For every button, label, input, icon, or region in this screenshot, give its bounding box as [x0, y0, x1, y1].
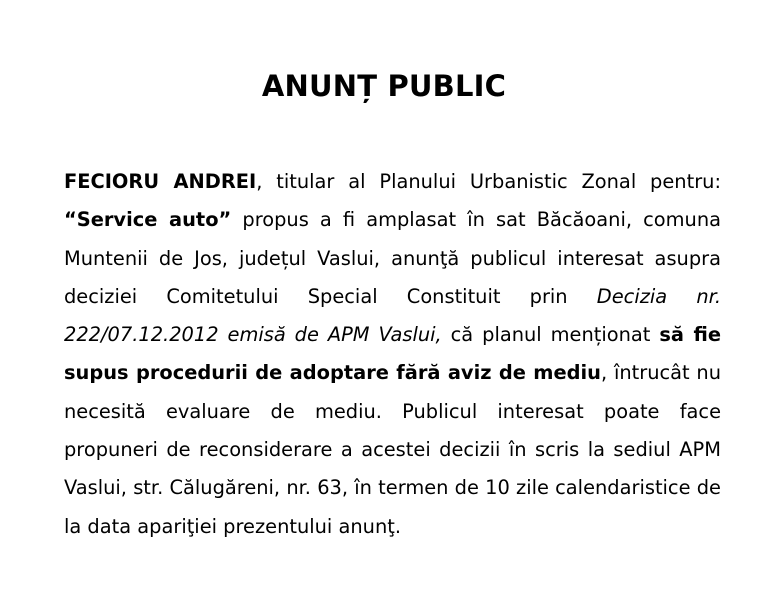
paragraph-text: că planul menționat: [441, 323, 660, 347]
page-title: ANUNȚ PUBLIC: [261, 69, 507, 103]
paragraph-text: , titular al Planului Urbanistic Zonal pentru:: [256, 170, 721, 193]
paragraph-text: propus a fi amplasat în sat Băcăoani, comuna Muntenii de Jos, județul Vaslui, anunţă publicul interesat asupra deciziei Comitetului Special Constituit prin: [64, 208, 721, 308]
paragraph-text: , întrucât nu necesită evaluare de mediu. Publicul interesat poate face propuneri de reconsiderare a acestei decizii în scris la sediul APM Vaslui, str. Călugăreni, nr. 63, în termen de 10 zile calendaristice de la data apariţiei prezentului anunţ.: [64, 361, 721, 538]
decision-outcome: să fie supus procedurii de adoptare fără aviz de mediu: [64, 323, 721, 385]
project-name: “Service auto”: [64, 208, 232, 232]
decision-reference: Decizia nr. 222/07.12.2012 emisă de APM Vaslui,: [64, 284, 721, 347]
applicant-name: FECIORU ANDREI: [64, 170, 257, 193]
announcement-paragraph: [64, 163, 721, 546]
